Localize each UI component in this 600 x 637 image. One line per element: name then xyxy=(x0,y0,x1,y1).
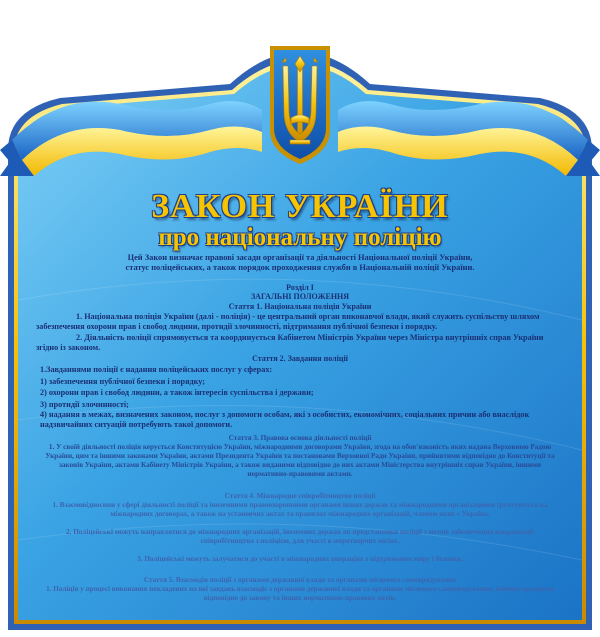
article-1-paragraph-2: 2. Діяльність поліції спрямовується та координується Кабінетом Міністрів України через Міністра внутрішніх справ України згідно із законом. xyxy=(36,333,544,352)
section-name: ЗАГАЛЬНІ ПОЛОЖЕННЯ xyxy=(250,292,350,301)
article-1-paragraph-1: 1. Національна поліція України (далі - поліція) - це центральний орган виконавчої влади, який служить суспільству шляхом забезпечення охорони прав і свобод людини, протидії злочинності, підтримання публічної безпеки і порядку. xyxy=(36,312,540,331)
article-5-title: Стаття 5. Взаємодія поліції з органами державної влади та органами місцевого самоврядування xyxy=(143,576,457,584)
intro-text xyxy=(40,253,560,273)
intro-line: статус поліцейських, а також порядок проходження служби в Національній поліції України. xyxy=(125,263,475,272)
article-3-text: 1. У своїй діяльності поліція керується Конституцією України, міжнародними договорами України, згода на обов'язковість яких надана Верховною Радою України, цим та іншими законами України, актами Президента України та постановами Верховної Ради України, прийнятими відповідно до Конституції та законів України, актами Кабінету Міністрів України, а також виданими відповідно до них актами Міністерства внутрішніх справ України, іншими нормативно-правовими актами. xyxy=(45,443,555,478)
list-item: 1) забезпечення публічної безпеки і порядку; xyxy=(40,376,205,386)
page-subtitle: про національну поліцію xyxy=(158,224,442,251)
trident-icon xyxy=(270,46,330,164)
article-2-list xyxy=(40,364,560,430)
list-item: 4) надання в межах, визначених законом, послуг з допомоги особам, які з особистих, економічних, соціальних причин або внаслідок надзвичайних ситуацій потребують такої допомоги. xyxy=(40,410,530,430)
article-3-title: Стаття 3. Правова основа діяльності поліції xyxy=(228,434,372,442)
article-1-title: Стаття 1. Національна поліція України xyxy=(228,302,372,311)
article-4-title: Стаття 4. Міжнародне співробітництво поліції xyxy=(224,492,376,500)
intro-line: Цей Закон визначає правові засади організації та діяльності Національної поліції України, xyxy=(127,253,473,262)
article-2-title: Стаття 2. Завдання поліції xyxy=(252,354,348,363)
article-4-paragraph-3: 3. Поліцейські можуть залучатися до участі в міжнародних операціях з підтримання миру і безпеки. xyxy=(137,555,463,563)
list-item: 1.Завданнями поліції є надання поліцейських послуг у сферах: xyxy=(40,365,273,374)
article-4-paragraph-1: 1. Взаємовідносини у сфері діяльності поліції та іноземними правоохоронними органами інших держав та міжнародними організаціями ґрунтуються на міжнародних договорах, а також на установчих актах та правилах міжнародних організацій, членом яких є Україна. xyxy=(52,501,548,518)
section-heading: Розділ I xyxy=(286,283,314,292)
list-item: 3) протидії злочинності; xyxy=(40,399,129,409)
list-item: 2) охорони прав і свобод людини, а також інтересів суспільства і держави; xyxy=(40,388,314,398)
article-4-paragraph-2: 2. Поліцейські можуть направлятися до міжнародних організацій, іноземних держав як представники поліції з метою забезпечення координації співробітництва з поліцією, для участі в миротворчих місіях. xyxy=(66,528,534,545)
article-5-text: 1. Поліція у процесі виконання покладених на неї завдань взаємодіє з органами державної влади та органами місцевого самоврядування, іншими органами відповідно до закону та інших нормативно-правових актів. xyxy=(46,585,554,602)
page-title: ЗАКОН УКРАЇНИ xyxy=(151,188,449,225)
